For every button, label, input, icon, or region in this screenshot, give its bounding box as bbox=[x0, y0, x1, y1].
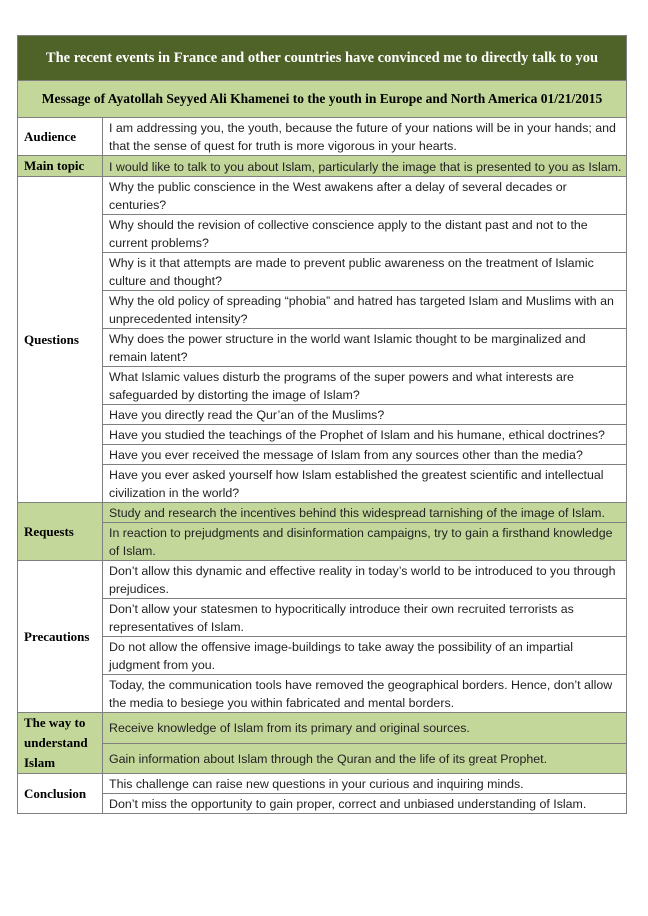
section-row-conclusion bbox=[18, 774, 627, 794]
section-item: Have you ever asked yourself how Islam established the greatest scientific and intellectual civilization in the world? bbox=[103, 465, 627, 503]
section-item: Why the old policy of spreading “phobia” and hatred has targeted Islam and Muslims with an unprecedented intensity? bbox=[103, 291, 627, 329]
section-item: Why should the revision of collective conscience apply to the distant past and not to the current problems? bbox=[103, 215, 627, 253]
section-item: This challenge can raise new questions in your curious and inquiring minds. bbox=[103, 774, 627, 794]
section-row-questions bbox=[18, 291, 627, 329]
section-row-the-way-to-understand-islam bbox=[18, 743, 627, 774]
section-item: I would like to talk to you about Islam, particularly the image that is presented to you as Islam. bbox=[103, 156, 627, 177]
section-item: Today, the communication tools have removed the geographical borders. Hence, don’t allow the media to besiege you within fabricated and mental borders. bbox=[103, 675, 627, 713]
section-row-precautions bbox=[18, 561, 627, 599]
section-item: What Islamic values disturb the programs of the super powers and what interests are safeguarded by distorting the image of Islam? bbox=[103, 367, 627, 405]
section-label-audience: Audience bbox=[18, 118, 103, 156]
section-row-the-way-to-understand-islam bbox=[18, 713, 627, 744]
section-row-audience bbox=[18, 118, 627, 156]
document-title: The recent events in France and other countries have convinced me to directly talk to you bbox=[18, 36, 627, 81]
section-item: Gain information about Islam through the Quran and the life of its great Prophet. bbox=[103, 743, 627, 774]
section-item: Have you ever received the message of Islam from any sources other than the media? bbox=[103, 445, 627, 465]
section-row-questions bbox=[18, 367, 627, 405]
section-row-questions bbox=[18, 465, 627, 503]
section-item: Have you directly read the Qur’an of the Muslims? bbox=[103, 405, 627, 425]
title-row bbox=[18, 36, 627, 81]
section-row-precautions bbox=[18, 599, 627, 637]
section-item: In reaction to prejudgments and disinformation campaigns, try to gain a firsthand knowledge of Islam. bbox=[103, 523, 627, 561]
section-row-questions bbox=[18, 177, 627, 215]
section-row-precautions bbox=[18, 675, 627, 713]
section-label-precautions: Precautions bbox=[18, 561, 103, 713]
section-row-questions bbox=[18, 329, 627, 367]
section-item: Have you studied the teachings of the Prophet of Islam and his humane, ethical doctrines? bbox=[103, 425, 627, 445]
summary-table bbox=[17, 35, 627, 814]
section-row-questions bbox=[18, 445, 627, 465]
section-item: Do not allow the offensive image-buildings to take away the possibility of an impartial judgment from you. bbox=[103, 637, 627, 675]
section-row-requests bbox=[18, 503, 627, 523]
section-row-conclusion bbox=[18, 794, 627, 814]
section-row-questions bbox=[18, 425, 627, 445]
section-label-conclusion: Conclusion bbox=[18, 774, 103, 814]
section-label-requests: Requests bbox=[18, 503, 103, 561]
section-row-questions bbox=[18, 215, 627, 253]
document-subtitle: Message of Ayatollah Seyyed Ali Khamenei to the youth in Europe and North America 01/21/2015 bbox=[18, 81, 627, 118]
section-item: Don’t allow this dynamic and effective reality in today’s world to be introduced to you through prejudices. bbox=[103, 561, 627, 599]
section-row-questions bbox=[18, 253, 627, 291]
section-row-requests bbox=[18, 523, 627, 561]
section-item: Don’t miss the opportunity to gain proper, correct and unbiased understanding of Islam. bbox=[103, 794, 627, 814]
section-label-questions: Questions bbox=[18, 177, 103, 503]
section-row-precautions bbox=[18, 637, 627, 675]
section-item: I am addressing you, the youth, because the future of your nations will be in your hands; and that the sense of quest for truth is more vigorous in your hearts. bbox=[103, 118, 627, 156]
section-item: Why does the power structure in the world want Islamic thought to be marginalized and remain latent? bbox=[103, 329, 627, 367]
section-item: Why the public conscience in the West awakens after a delay of several decades or centuries? bbox=[103, 177, 627, 215]
subtitle-row bbox=[18, 81, 627, 118]
section-label-main-topic: Main topic bbox=[18, 156, 103, 177]
section-row-main-topic bbox=[18, 156, 627, 177]
section-item: Receive knowledge of Islam from its primary and original sources. bbox=[103, 713, 627, 744]
section-label-the-way-to-understand-islam: The way to understand Islam bbox=[18, 713, 103, 774]
section-item: Study and research the incentives behind this widespread tarnishing of the image of Islam. bbox=[103, 503, 627, 523]
section-item: Why is it that attempts are made to prevent public awareness on the treatment of Islamic culture and thought? bbox=[103, 253, 627, 291]
section-row-questions bbox=[18, 405, 627, 425]
section-item: Don’t allow your statesmen to hypocritically introduce their own recruited terrorists as representatives of Islam. bbox=[103, 599, 627, 637]
